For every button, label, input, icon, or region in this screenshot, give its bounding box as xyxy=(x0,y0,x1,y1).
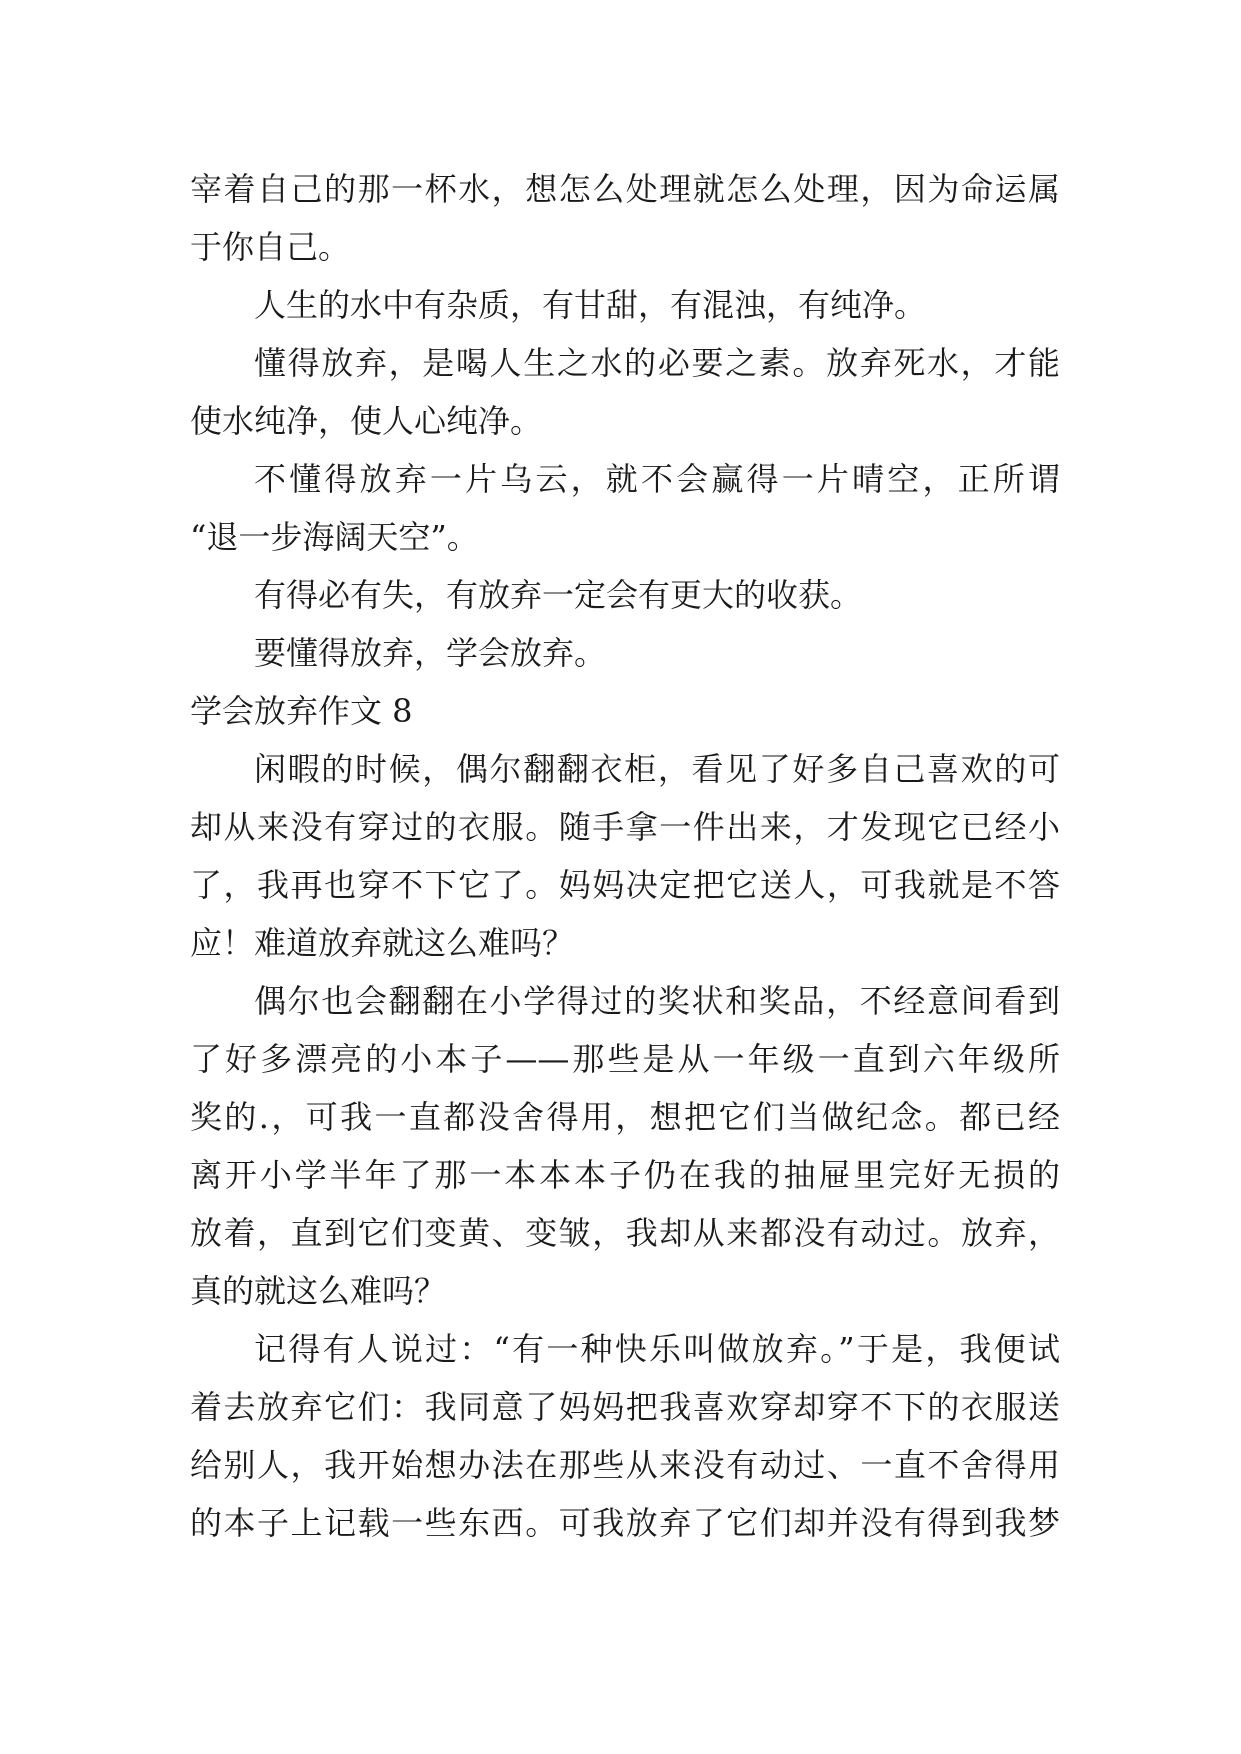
paragraph xyxy=(190,1320,1060,1552)
paragraph xyxy=(190,450,1060,566)
text-line: 奖的.，可我一直都没舍得用，想把它们当做纪念。都已经 xyxy=(190,1098,1060,1136)
text-line: 了好多漂亮的小本子——那些是从一年级一直到六年级所 xyxy=(190,1040,1060,1078)
section-heading xyxy=(190,682,1060,740)
document-body xyxy=(190,160,1060,1552)
text-line: 的本子上记载一些东西。可我放弃了它们却并没有得到我梦 xyxy=(190,1504,1060,1542)
text-line: 宰着自己的那一杯水，想怎么处理就怎么处理，因为命运属 xyxy=(190,170,1060,208)
text-line: 偶尔也会翻翻在小学得过的奖状和奖品，不经意间看到 xyxy=(254,982,1060,1020)
text-line: 了，我再也穿不下它了。妈妈决定把它送人，可我就是不答 xyxy=(190,866,1060,904)
text-line: 放着，直到它们变黄、变皱，我却从来都没有动过。放弃， xyxy=(190,1214,1060,1252)
text-line: 人生的水中有杂质，有甘甜，有混浊，有纯净。 xyxy=(254,286,927,324)
text-line: 离开小学半年了那一本本本子仍在我的抽屉里完好无损的 xyxy=(190,1156,1060,1194)
paragraph xyxy=(190,624,1060,682)
text-line: 真的就这么难吗？ xyxy=(190,1272,447,1310)
paragraph xyxy=(190,566,1060,624)
text-line: 给别人，我开始想办法在那些从来没有动过、一直不舍得用 xyxy=(190,1446,1060,1484)
heading-text: 学会放弃作文 8 xyxy=(190,692,413,730)
text-line: 应！难道放弃就这么难吗？ xyxy=(190,924,575,962)
text-line: 有得必有失，有放弃一定会有更大的收获。 xyxy=(254,576,863,614)
text-line: 闲暇的时候，偶尔翻翻衣柜，看见了好多自己喜欢的可 xyxy=(254,750,1060,788)
paragraph xyxy=(190,972,1060,1320)
text-line: 不懂得放弃一片乌云，就不会赢得一片晴空，正所谓 xyxy=(254,460,1060,498)
text-line: 着去放弃它们：我同意了妈妈把我喜欢穿却穿不下的衣服送 xyxy=(190,1388,1060,1426)
text-line: 却从来没有穿过的衣服。随手拿一件出来，才发现它已经小 xyxy=(190,808,1060,846)
text-line: 记得有人说过：“有一种快乐叫做放弃。”于是，我便试 xyxy=(254,1330,1060,1368)
paragraph xyxy=(190,160,1060,276)
text-line: 于你自己。 xyxy=(190,228,351,266)
paragraph xyxy=(190,276,1060,334)
text-line: 懂得放弃，是喝人生之水的必要之素。放弃死水，才能 xyxy=(254,344,1060,382)
text-line: “退一步海阔天空”。 xyxy=(190,518,479,556)
text-line: 要懂得放弃，学会放弃。 xyxy=(254,634,607,672)
paragraph xyxy=(190,740,1060,972)
text-line: 使水纯净，使人心纯净。 xyxy=(190,402,543,440)
paragraph xyxy=(190,334,1060,450)
